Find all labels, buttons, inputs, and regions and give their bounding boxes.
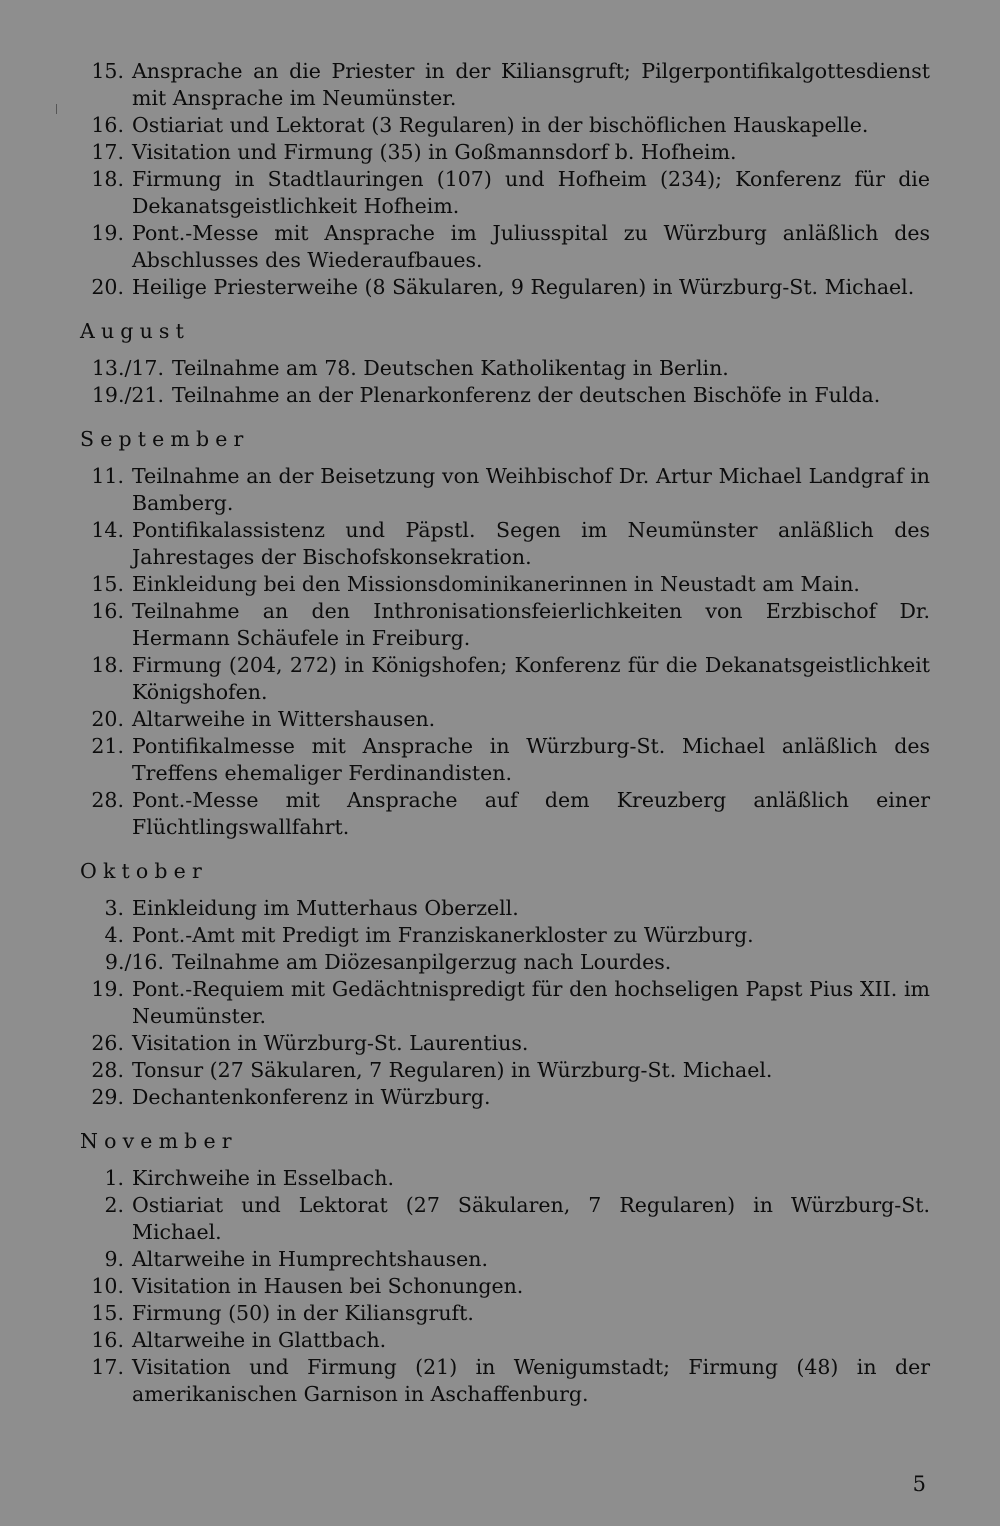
entry-gap: [164, 949, 172, 976]
entry-gap: [124, 895, 132, 922]
entry-date: 4.: [104, 923, 124, 947]
entry-text: Kirchweihe in Esselbach.: [132, 1166, 394, 1190]
entry-date: 20.: [91, 707, 124, 731]
entry-text: Visitation und Firmung (35) in Goßmannsdorf b. Hofheim.: [132, 140, 737, 164]
entry-gap: [124, 220, 132, 274]
entry-date: 19./21.: [91, 383, 164, 407]
entry-date: 18.: [91, 167, 124, 191]
entry-date: 9./16.: [104, 950, 164, 974]
entry-gap: [124, 1084, 132, 1111]
entry-gap: [124, 976, 132, 1030]
entry-gap: [124, 1246, 132, 1273]
chronicle-entry: [80, 1327, 930, 1354]
entry-text: Einkleidung im Mutterhaus Oberzell.: [132, 896, 519, 920]
entry-gap: [124, 571, 132, 598]
entry-gap: [124, 139, 132, 166]
chronicle-entry: [80, 1273, 930, 1300]
entry-text: Teilnahme am Diözesanpilgerzug nach Lourdes.: [172, 950, 672, 974]
entry-text: Firmung (50) in der Kiliansgruft.: [132, 1301, 474, 1325]
entry-date: 15.: [91, 572, 124, 596]
entry-date: 28.: [91, 788, 124, 812]
chronicle-entry: [80, 58, 930, 112]
chronicle-entry: [80, 355, 930, 382]
entry-gap: [124, 652, 132, 706]
entry-text: Ostiariat und Lektorat (27 Säkularen, 7 Regularen) in Würzburg-St. Michael.: [132, 1193, 930, 1244]
entry-date: 21.: [91, 734, 124, 758]
chronicle-entry: [80, 139, 930, 166]
entry-gap: [124, 1273, 132, 1300]
entry-text: Ostiariat und Lektorat (3 Regularen) in der bischöflichen Hauskapelle.: [132, 113, 869, 137]
entry-gap: [124, 1057, 132, 1084]
entry-text: Pont.-Amt mit Predigt im Franziskanerkloster zu Würzburg.: [132, 923, 754, 947]
entry-date: 20.: [91, 275, 124, 299]
month-heading: August: [80, 319, 190, 343]
chronicle-entry: [80, 571, 930, 598]
chronicle-entry: [80, 949, 930, 976]
entry-text: Einkleidung bei den Missionsdominikanerinnen in Neustadt am Main.: [132, 572, 860, 596]
entry-gap: [124, 733, 132, 787]
entry-gap: [124, 1192, 132, 1246]
entry-date: 15.: [91, 59, 124, 83]
entry-date: 19.: [91, 977, 124, 1001]
entry-gap: [124, 1165, 132, 1192]
chronicle-entry: [80, 1354, 930, 1408]
entry-date: 18.: [91, 653, 124, 677]
entry-gap: [124, 463, 132, 517]
entry-gap: [124, 166, 132, 220]
chronicle-entry: [80, 112, 930, 139]
entry-date: 28.: [91, 1058, 124, 1082]
entry-gap: [124, 706, 132, 733]
month-heading: September: [80, 427, 250, 451]
entry-text: Altarweihe in Wittershausen.: [132, 707, 436, 731]
chronicle-content: [80, 58, 930, 1408]
chronicle-entry: [80, 895, 930, 922]
entry-text: Altarweihe in Glattbach.: [132, 1328, 387, 1352]
chronicle-entry: [80, 274, 930, 301]
month-heading: Oktober: [80, 859, 208, 883]
entry-date: 19.: [91, 221, 124, 245]
entry-date: 10.: [91, 1274, 124, 1298]
entry-text: Pont.-Requiem mit Gedächtnispredigt für den hochseligen Papst Pius XII. im Neumünster.: [132, 977, 930, 1028]
entry-date: 3.: [104, 896, 124, 920]
entry-text: Pontifikalmesse mit Ansprache in Würzburg-St. Michael anläßlich des Treffens ehemaliger Ferdinandisten.: [132, 734, 930, 785]
entry-gap: [164, 355, 172, 382]
entry-gap: [124, 598, 132, 652]
entry-date: 11.: [91, 464, 124, 488]
entry-text: Teilnahme an der Beisetzung von Weihbischof Dr. Artur Michael Landgraf in Bamberg.: [132, 464, 930, 515]
entry-gap: [124, 1300, 132, 1327]
entry-date: 2.: [104, 1193, 124, 1217]
entry-text: Tonsur (27 Säkularen, 7 Regularen) in Würzburg-St. Michael.: [132, 1058, 773, 1082]
entry-gap: [124, 112, 132, 139]
entry-text: Visitation in Würzburg-St. Laurentius.: [132, 1031, 529, 1055]
chronicle-entry: [80, 1030, 930, 1057]
entry-gap: [124, 517, 132, 571]
chronicle-entry: [80, 976, 930, 1030]
entry-text: Teilnahme an den Inthronisationsfeierlichkeiten von Erzbischof Dr. Hermann Schäufele in Freiburg.: [132, 599, 930, 650]
chronicle-entry: [80, 1300, 930, 1327]
entry-gap: [124, 1030, 132, 1057]
entry-date: 16.: [91, 599, 124, 623]
chronicle-entry: [80, 1084, 930, 1111]
entry-text: Pont.-Messe mit Ansprache im Juliusspital zu Würzburg anläßlich des Abschlusses des Wiederaufbaues.: [132, 221, 930, 272]
chronicle-entry: [80, 166, 930, 220]
entry-text: Heilige Priesterweihe (8 Säkularen, 9 Regularen) in Würzburg-St. Michael.: [132, 275, 915, 299]
entry-gap: [124, 1327, 132, 1354]
entry-text: Firmung in Stadtlauringen (107) und Hofheim (234); Konferenz für die Dekanatsgeistlichkeit Hofheim.: [132, 167, 930, 218]
chronicle-entry: [80, 787, 930, 841]
entry-date: 17.: [91, 140, 124, 164]
entry-text: Altarweihe in Humprechtshausen.: [132, 1247, 488, 1271]
entry-date: 26.: [91, 1031, 124, 1055]
page-number: 5: [912, 1472, 926, 1496]
entry-text: Teilnahme am 78. Deutschen Katholikentag in Berlin.: [172, 356, 729, 380]
chronicle-entry: [80, 463, 930, 517]
chronicle-entry: [80, 1057, 930, 1084]
chronicle-entry: [80, 382, 930, 409]
chronicle-entry: [80, 733, 930, 787]
entry-text: Visitation und Firmung (21) in Wenigumstadt; Firmung (48) in der amerikanischen Garnison in Aschaffenburg.: [132, 1355, 930, 1406]
chronicle-entry: [80, 598, 930, 652]
chronicle-entry: [80, 220, 930, 274]
month-heading: November: [80, 1129, 238, 1153]
entry-text: Visitation in Hausen bei Schonungen.: [132, 1274, 524, 1298]
entry-text: Pont.-Messe mit Ansprache auf dem Kreuzberg anläßlich einer Flüchtlingswallfahrt.: [132, 788, 930, 839]
entry-gap: [124, 274, 132, 301]
entry-date: 16.: [91, 1328, 124, 1352]
entry-date: 14.: [91, 518, 124, 542]
entry-gap: [124, 58, 132, 112]
entry-date: 15.: [91, 1301, 124, 1325]
chronicle-entry: [80, 517, 930, 571]
entry-date: 17.: [91, 1355, 124, 1379]
entry-date: 13./17.: [91, 356, 164, 380]
entry-date: 9.: [104, 1247, 124, 1271]
margin-mark: [56, 104, 57, 114]
entry-text: Teilnahme an der Plenarkonferenz der deutschen Bischöfe in Fulda.: [172, 383, 881, 407]
entry-text: Dechantenkonferenz in Würzburg.: [132, 1085, 491, 1109]
chronicle-entry: [80, 706, 930, 733]
entry-gap: [124, 787, 132, 841]
entry-gap: [124, 922, 132, 949]
entry-gap: [124, 1354, 132, 1408]
entry-text: Ansprache an die Priester in der Kiliansgruft; Pilgerpontifikalgottesdienst mit Ansprache im Neumünster.: [132, 59, 930, 110]
chronicle-entry: [80, 652, 930, 706]
chronicle-entry: [80, 922, 930, 949]
entry-gap: [164, 382, 172, 409]
chronicle-entry: [80, 1246, 930, 1273]
entry-text: Pontifikalassistenz und Päpstl. Segen im Neumünster anläßlich des Jahrestages der Bischofskonsekration.: [132, 518, 930, 569]
chronicle-entry: [80, 1192, 930, 1246]
entry-date: 16.: [91, 113, 124, 137]
entry-date: 1.: [104, 1166, 124, 1190]
entry-text: Firmung (204, 272) in Königshofen; Konferenz für die Dekanatsgeistlichkeit Königshofen.: [132, 653, 930, 704]
chronicle-entry: [80, 1165, 930, 1192]
entry-date: 29.: [91, 1085, 124, 1109]
